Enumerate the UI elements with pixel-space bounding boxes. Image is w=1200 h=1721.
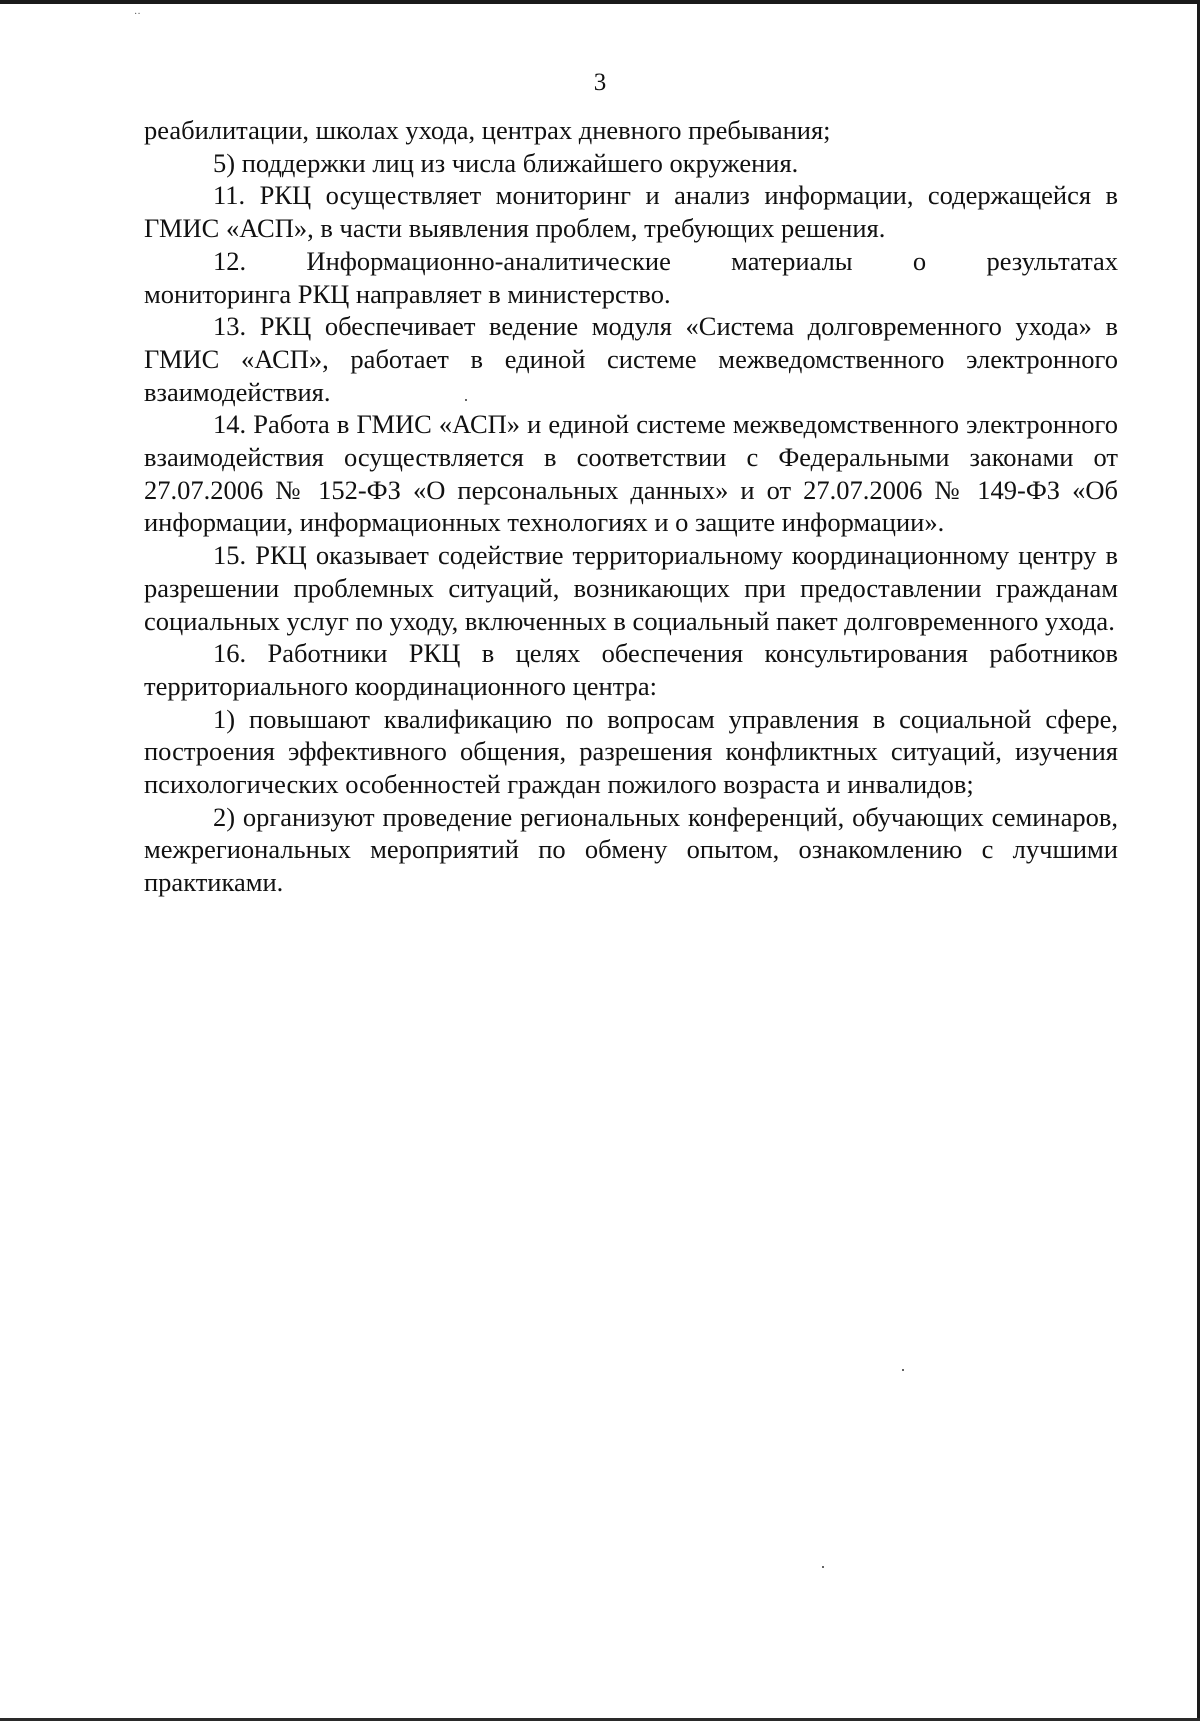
paragraph-13: 13. РКЦ обеспечивает ведение модуля «Система долговременного ухода» в ГМИС «АСП», работает в единой системе межведомственного электронного взаимодействия. (144, 311, 1118, 407)
paragraph-12-line-2: мониторинга РКЦ направляет в министерство. (144, 278, 671, 309)
paragraph-15: 15. РКЦ оказывает содействие территориальному координационному центру в разрешении проблемных ситуаций, возникающих при предоставлении гражданам социальных услуг по уходу, включенных в социальный пакет долговременного ухода. (144, 540, 1118, 636)
paragraph-14: 14. Работа в ГМИС «АСП» и единой системе межведомственного электронного взаимодействия осуществляется в соответствии с Федеральными законами от 27.07.2006 № 152-ФЗ «О персональных данных» и от 27.07.2006 № 149-ФЗ «Об информации, информационных технологиях и о защите информации». (144, 409, 1118, 538)
paragraph-16-item-1: 1) повышают квалификацию по вопросам управления в социальной сфере, построения эффективного общения, разрешения конфликтных ситуаций, изучения психологических особенностей граждан пожилого возраста и инвалидов; (144, 703, 1118, 800)
paragraph-11: 11. РКЦ осуществляет мониторинг и анализ информации, содержащейся в ГМИС «АСП», в части выявления проблем, требующих решения. (144, 180, 1118, 244)
paragraph-16: 16. Работники РКЦ в целях обеспечения консультирования работников территориального координационного центра: (144, 638, 1118, 701)
scan-speck (902, 1369, 904, 1371)
document-body (144, 114, 1118, 899)
scan-speck (465, 399, 467, 401)
scan-speck (822, 1566, 824, 1568)
paragraph-item-5: 5) поддержки лиц из числа ближайшего окружения. (213, 147, 799, 178)
paragraph-12-line-1: 12. Информационно-аналитические материалы о результатах (213, 245, 1118, 276)
page-number: 3 (593, 69, 607, 96)
scan-corner-mark: ·· (134, 9, 141, 20)
paragraph-continuation: реабилитации, школах ухода, центрах дневного пребывания; (144, 115, 831, 145)
paragraph-16-item-2: 2) организуют проведение региональных конференций, обучающих семинаров, межрегиональных мероприятий по обмену опытом, ознакомлению с лучшими практиками. (144, 801, 1118, 898)
scan-border-top (0, 0, 1200, 4)
